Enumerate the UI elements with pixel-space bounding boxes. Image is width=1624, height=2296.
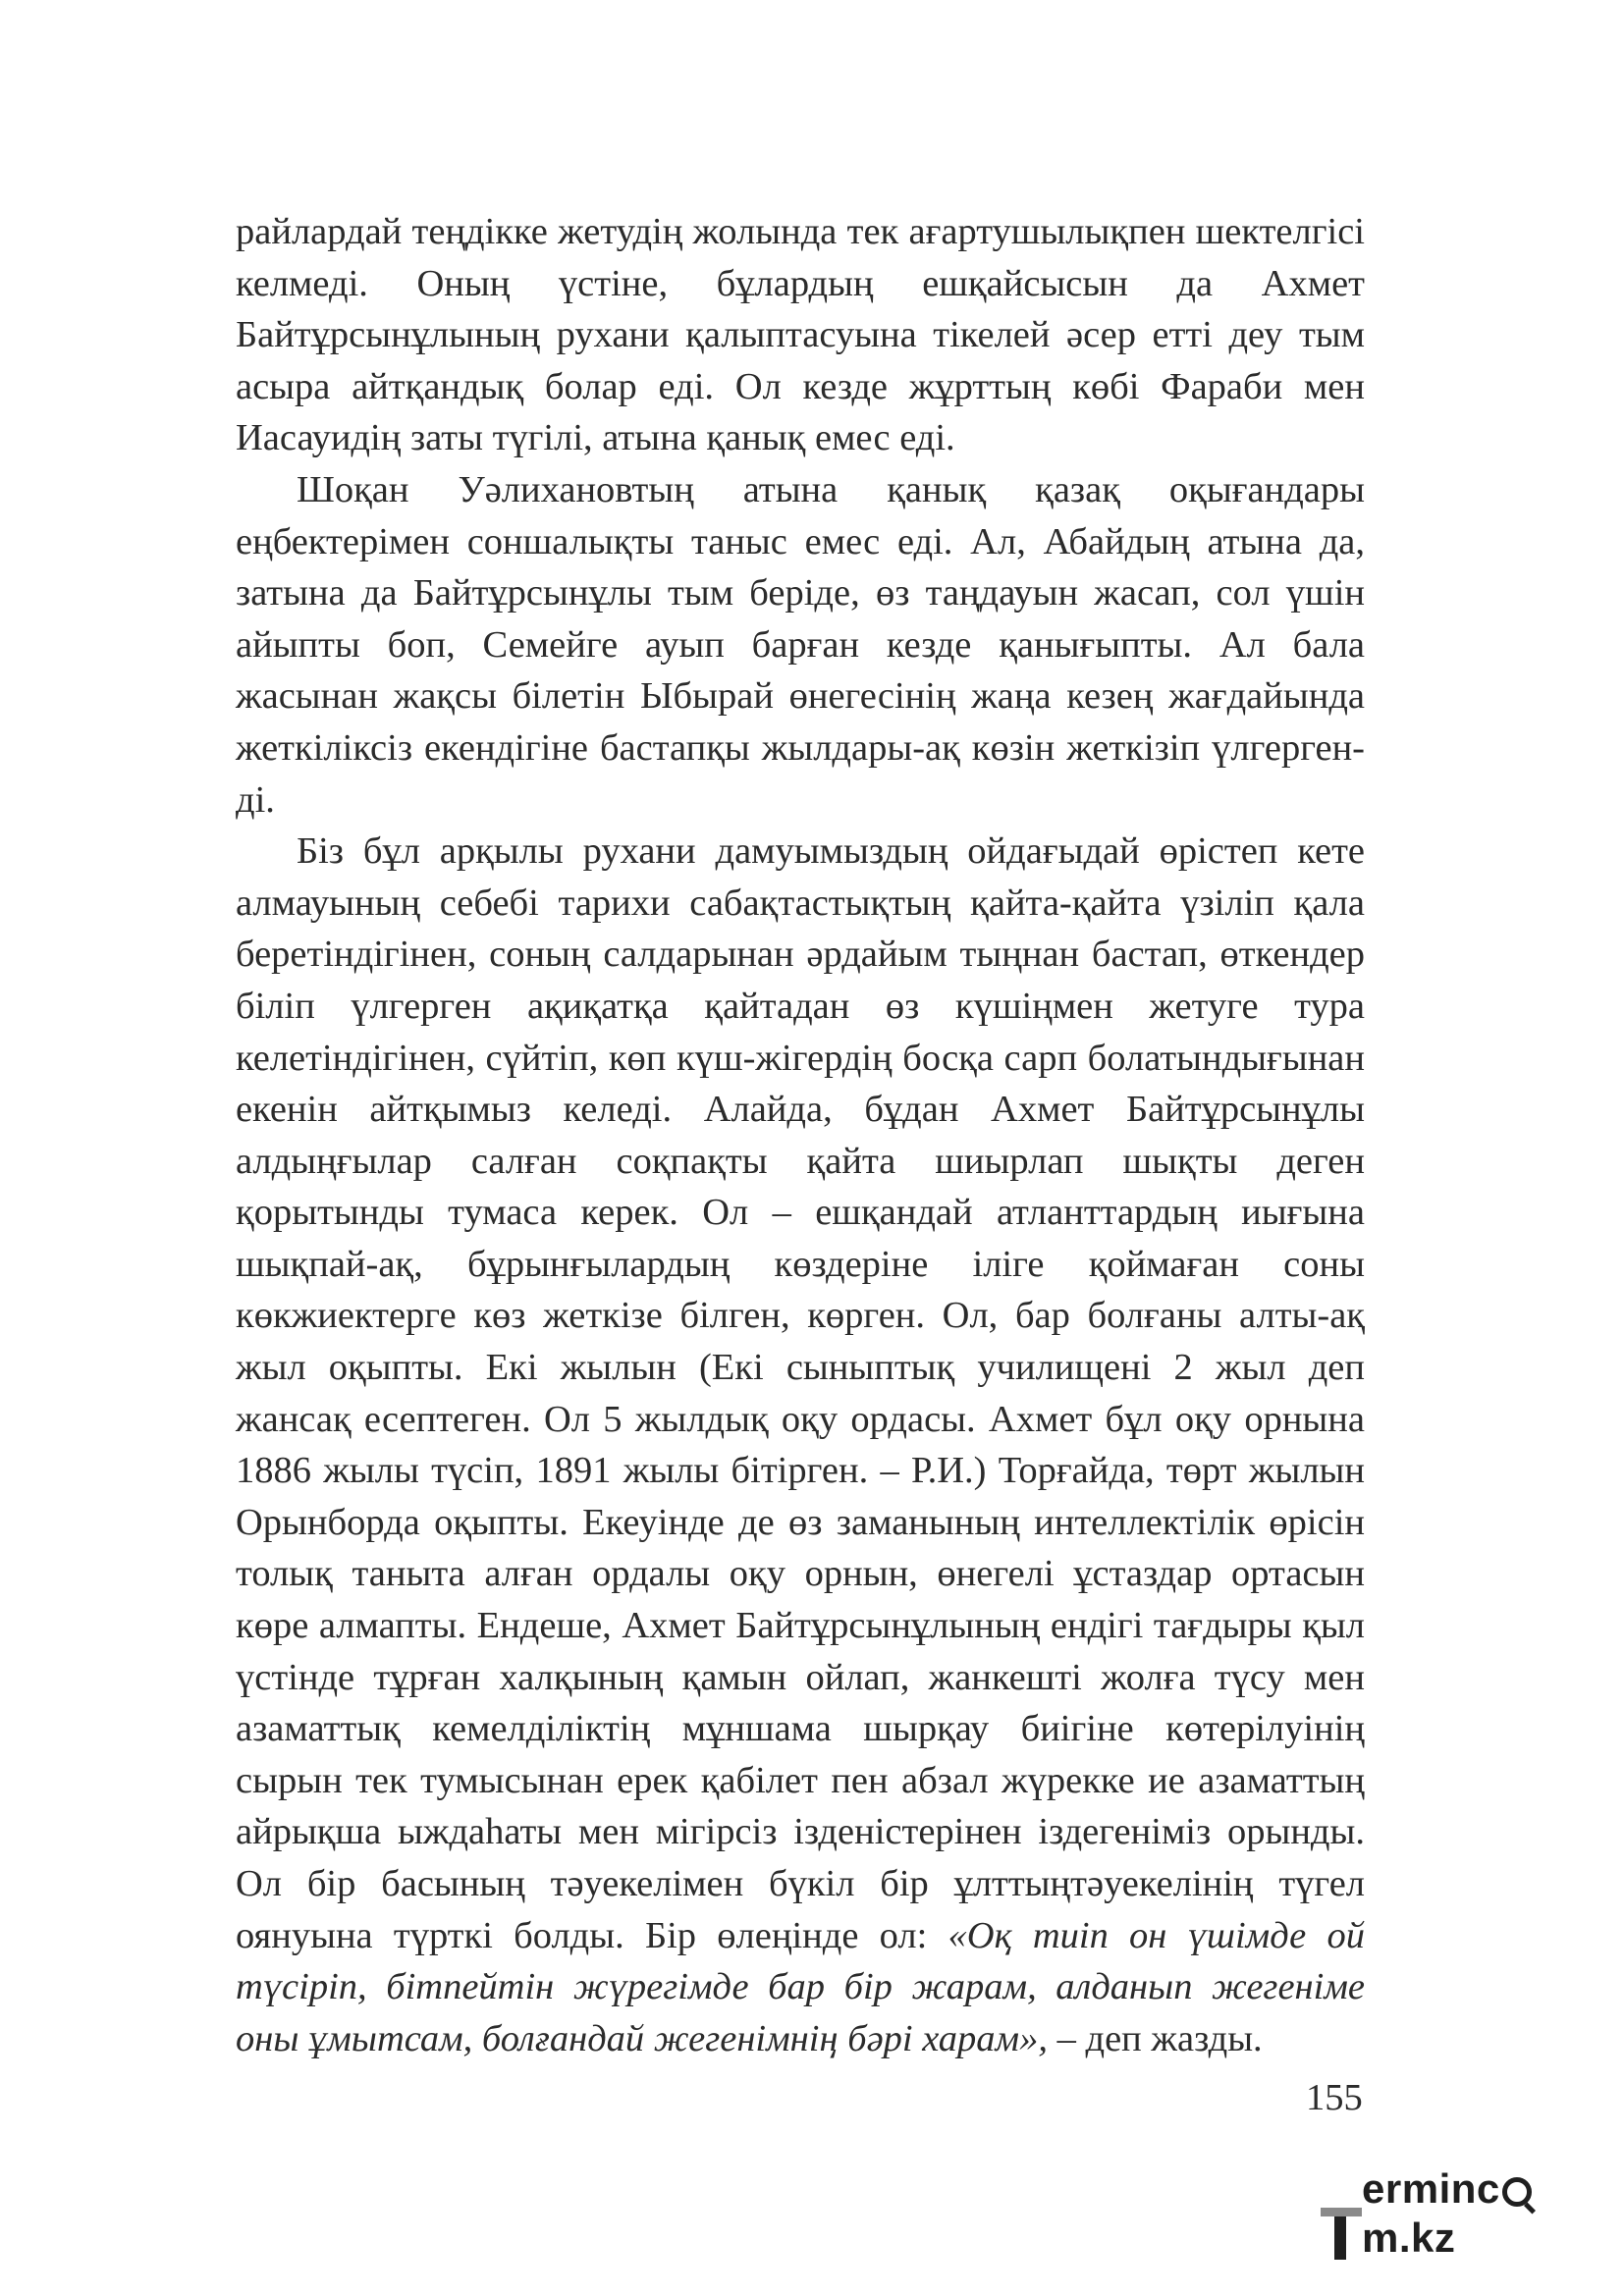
watermark-logo — [1321, 2165, 1615, 2263]
paragraph-3-text: Біз бұл арқылы рухани дамуымыздың ойдағыдай өрістеп кете алмауының себебі тарихи сабақтастықтың қайта-қайта үзіліп қала беретіндігінен, соның салдарынан әрдайым тыңнан бастап, өткендер біліп үлгерген ақиқатқа қайтадан өз күшіңмен жетуге тура келетіндігінен, сүйтіп, көп күш-жігердің босқа сарп болатындығынан екенін айтқымыз келеді. Алайда, бұдан Ахмет Байтұрсынұлы алдыңғылар салған соқпақты қайта шиырлап шықты деген қорытынды тумаса керек. Ол – ешқандай атланттардың иығына шықпай-ақ, бұрынғылардың көздеріне іліге қоймаған соны көкжиектерге көз жеткізе білген, көрген. Ол, бар болғаны алты-ақ жыл оқыпты. Екі жылын (Екі сыныптық училищені 2 жыл деп жансақ есептеген. Ол 5 жылдық оқу ордасы. Ахмет бұл оқу орнына 1886 жылы түсіп, 1891 жылы бітірген. – Р.И.) Торғайда, төрт жылын Орынборда оқыпты. Екеуінде де өз заманының интеллектілік өрісін толық таныта алған ордалы оқу орнын, өнегелі ұстаздар ортасын көре алмапты. Ендеше, Ахмет Байтұрсынұлының ендігі тағдыры қыл үстінде тұрған халқының қамын ойлап, жанкешті жолға түсу мен азаматтық кемелділіктің мұншама шырқау биігіне көтерілуінің сырын тек тумысынан ерек қабілет пен абзал жүрекке ие азаматтың айрықша ыждаһаты мен мігірсіз ізденістерінен іздегеніміз орынды. Ол бір басының тәуекелімен бүкіл бір ұлттыңтәуекелінің түгел оянуына түрткі болды. Бір өлеңінде ол: — [236, 830, 1365, 1956]
paragraph-1-text: райлардай теңдікке жетудің жолында тек ағартушылықпен шектелгісі келмеді. Оның үстіне, бұлардың ешқайсысын да Ахмет Байтұрсынұлының рухани қалыптасуына тікелей әсер етті деу тым асыра айтқандық болар еді. Ол кезде жұрттың көбі Фараби мен Иасауидің заты түгілі, атына қанық емес еді. — [236, 211, 1365, 459]
page-body — [236, 206, 1365, 2064]
paragraph-1 — [236, 206, 1365, 464]
paragraph-2 — [236, 464, 1365, 826]
watermark-text-part-2: m.kz — [1362, 2215, 1456, 2261]
poem-quote: «Оқ тиіп он үшімде ой түсіріп, бітпейтін жүрегімде бар бір жарам, алданып жегеніме оны ұмытсам, болғандай жегенімнің бәрі харам», — [236, 1914, 1365, 2059]
watermark-text-part-1: erminc — [1362, 2165, 1500, 2212]
watermark-text — [1362, 2164, 1615, 2263]
paragraph-2-text: Шоқан Уәлихановтың атына қанық қазақ оқығандары еңбектерімен соншалықты таныс емес еді. Ал, Абайдың атына да, затына да Байтұрсынұлы тым беріде, өз таңдауын жасап, сол үшін айыпты боп, Семейге ауып барған кезде қанығыпты. Ал бала жасынан жақсы білетін Ыбырай өнегесінің жаңа кезең жағдайында жеткіліксіз екендігіне бастапқы жылдары-ақ көзін жеткізіп үлгерген-ді. — [236, 468, 1365, 821]
watermark-t-icon — [1321, 2204, 1362, 2263]
paragraph-3-tail: – деп жазды. — [1048, 2017, 1263, 2059]
paragraph-3 — [236, 826, 1365, 2064]
magnifier-o-icon — [1502, 2177, 1532, 2207]
page-number: 155 — [1306, 2077, 1363, 2118]
